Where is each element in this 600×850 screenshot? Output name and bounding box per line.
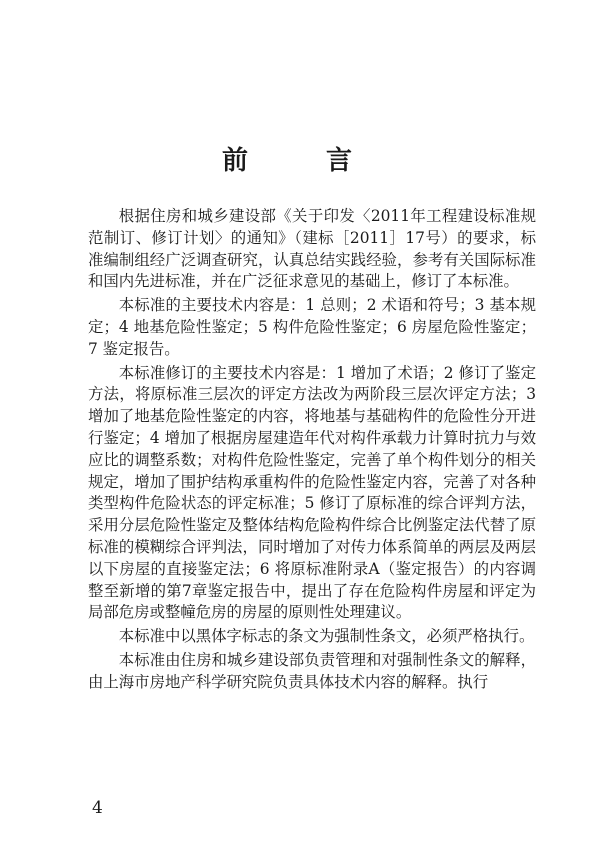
- page-title: 前 言: [221, 146, 378, 176]
- page-number: 4: [92, 798, 103, 818]
- paragraph-intro: 根据住房和城乡建设部《关于印发〈2011年工程建设标准规范制订、修订计划〉的通知》（建标［2011］17号）的要求，标准编制组经广泛调查研究，认真总结实践经验，参考有关国际标准和国内先进标准，并在广泛征求意见的基础上，修订了本标准。: [88, 207, 536, 291]
- paragraph-main-content: 本标准的主要技术内容是：1 总则；2 术语和符号；3 基本规定；4 地基危险性鉴定；5 构件危险性鉴定；6 房屋危险性鉴定；7 鉴定报告。: [88, 296, 536, 358]
- body-text: [88, 206, 536, 696]
- paragraph-revision-content: 本标准修订的主要技术内容是：1 增加了术语；2 修订了鉴定方法，将原标准三层次的评定方法改为两阶段三层次评定方法；3 增加了地基危险性鉴定的内容，将地基与基础构件的危险性分开进行鉴定；4 增加了根据房屋建造年代对构件承载力计算时抗力与效应比的调整系数；对构件危险性鉴定，完善了单个构件划分的相关规定，增加了围护结构承重构件的危险性鉴定内容，完善了对各种类型构件危险状态的评定标准；5 修订了原标准的综合评判方法，采用分层危险性鉴定及整体结构危险构件综合比例鉴定法代替了原标准的模糊综合评判法，同时增加了对传力体系简单的两层及两层以下房屋的直接鉴定法；6 将原标准附录A（鉴定报告）的内容调整至新增的第7章鉴定报告中，提出了存在危险构件房屋和评定为局部危房或整幢危房的房屋的原则性处理建议。: [88, 363, 536, 622]
- paragraph-mandatory-clauses: 本标准中以黑体字标志的条文为强制性条文，必须严格执行。: [118, 627, 535, 646]
- paragraph-management: 本标准由住房和城乡建设部负责管理和对强制性条文的解释，由上海市房地产科学研究院负责具体技术内容的解释。执行: [88, 650, 536, 691]
